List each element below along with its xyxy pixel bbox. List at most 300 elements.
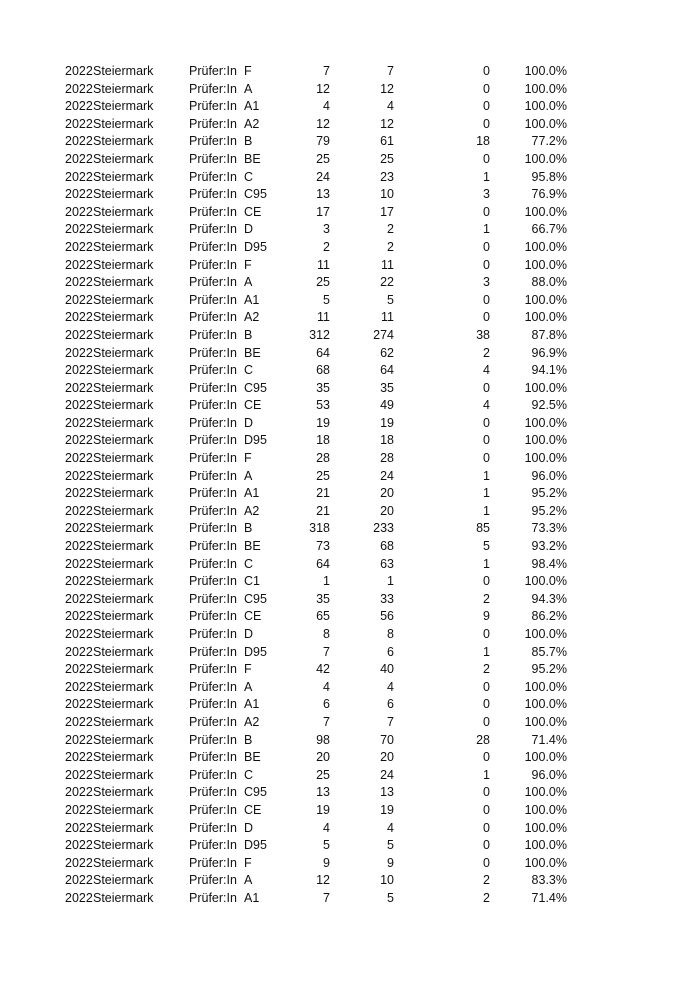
region-cell: Steiermark (93, 855, 154, 870)
license-class-cell: A1 (244, 99, 260, 114)
examiner-cell: Prüfer:In (189, 451, 237, 466)
examiner-cell: Prüfer:In (189, 767, 237, 782)
license-class-cell: B (244, 327, 253, 342)
year-cell: 2022 (65, 169, 93, 184)
table-row (0, 380, 700, 398)
examiner-cell: Prüfer:In (189, 204, 237, 219)
passed-count-cell: 35 (380, 380, 394, 395)
table-row (0, 520, 700, 538)
failed-count-cell: 2 (483, 890, 490, 905)
license-class-cell: BE (244, 539, 261, 554)
license-class-cell: BE (244, 151, 261, 166)
failed-count-cell: 0 (483, 714, 490, 729)
year-cell: 2022 (65, 767, 93, 782)
passed-count-cell: 68 (380, 539, 394, 554)
license-class-cell: D95 (244, 838, 267, 853)
pass-rate-cell: 100.0% (524, 239, 567, 254)
license-class-cell: A (244, 275, 253, 290)
pass-rate-cell: 88.0% (531, 275, 567, 290)
region-cell: Steiermark (93, 398, 154, 413)
license-class-cell: C95 (244, 591, 267, 606)
region-cell: Steiermark (93, 503, 154, 518)
license-class-cell: C (244, 767, 254, 782)
year-cell: 2022 (65, 116, 93, 131)
year-cell: 2022 (65, 451, 93, 466)
examiner-cell: Prüfer:In (189, 468, 237, 483)
pass-rate-cell: 100.0% (524, 310, 567, 325)
examiner-cell: Prüfer:In (189, 609, 237, 624)
total-count-cell: 9 (323, 855, 330, 870)
year-cell: 2022 (65, 750, 93, 765)
failed-count-cell: 0 (483, 697, 490, 712)
year-cell: 2022 (65, 521, 93, 536)
pass-rate-cell: 100.0% (524, 99, 567, 114)
table-row (0, 151, 700, 169)
passed-count-cell: 11 (381, 257, 394, 272)
region-cell: Steiermark (93, 890, 154, 905)
examiner-cell: Prüfer:In (189, 239, 237, 254)
pass-rate-cell: 100.0% (524, 750, 567, 765)
passed-count-cell: 9 (387, 855, 394, 870)
pass-rate-cell: 100.0% (524, 380, 567, 395)
examiner-cell: Prüfer:In (189, 275, 237, 290)
failed-count-cell: 1 (483, 486, 490, 501)
total-count-cell: 12 (316, 81, 330, 96)
failed-count-cell: 2 (483, 591, 490, 606)
failed-count-cell: 1 (483, 767, 490, 782)
failed-count-cell: 0 (483, 750, 490, 765)
year-cell: 2022 (65, 679, 93, 694)
region-cell: Steiermark (93, 81, 154, 96)
region-cell: Steiermark (93, 591, 154, 606)
failed-count-cell: 38 (476, 327, 490, 342)
license-class-cell: D95 (244, 644, 267, 659)
pass-rate-cell: 92.5% (531, 398, 567, 413)
year-cell: 2022 (65, 415, 93, 430)
failed-count-cell: 1 (483, 644, 490, 659)
total-count-cell: 35 (316, 380, 330, 395)
examiner-cell: Prüfer:In (189, 855, 237, 870)
examiner-cell: Prüfer:In (189, 433, 237, 448)
year-cell: 2022 (65, 257, 93, 272)
table-row (0, 485, 700, 503)
region-cell: Steiermark (93, 838, 154, 853)
table-row (0, 221, 700, 239)
examiner-cell: Prüfer:In (189, 838, 237, 853)
license-class-cell: A1 (244, 697, 260, 712)
table-row (0, 644, 700, 662)
total-count-cell: 1 (323, 574, 330, 589)
failed-count-cell: 4 (483, 398, 490, 413)
passed-count-cell: 33 (380, 591, 394, 606)
examiner-cell: Prüfer:In (189, 380, 237, 395)
table-row (0, 767, 700, 785)
failed-count-cell: 0 (483, 151, 490, 166)
year-cell: 2022 (65, 222, 93, 237)
passed-count-cell: 64 (380, 363, 394, 378)
table-row (0, 81, 700, 99)
failed-count-cell: 1 (483, 169, 490, 184)
total-count-cell: 312 (309, 327, 330, 342)
year-cell: 2022 (65, 855, 93, 870)
failed-count-cell: 0 (483, 820, 490, 835)
year-cell: 2022 (65, 292, 93, 307)
examiner-cell: Prüfer:In (189, 327, 237, 342)
failed-count-cell: 0 (483, 785, 490, 800)
examiner-cell: Prüfer:In (189, 398, 237, 413)
passed-count-cell: 70 (380, 732, 394, 747)
passed-count-cell: 24 (380, 767, 394, 782)
passed-count-cell: 56 (380, 609, 394, 624)
license-class-cell: C95 (244, 380, 267, 395)
failed-count-cell: 9 (483, 609, 490, 624)
examiner-cell: Prüfer:In (189, 627, 237, 641)
region-cell: Steiermark (93, 151, 154, 166)
year-cell: 2022 (65, 310, 93, 325)
failed-count-cell: 0 (483, 116, 490, 131)
total-count-cell: 53 (316, 398, 330, 413)
failed-count-cell: 0 (483, 204, 490, 219)
pass-rate-cell: 100.0% (524, 697, 567, 712)
table-row (0, 679, 700, 697)
region-cell: Steiermark (93, 679, 154, 694)
license-class-cell: CE (244, 802, 262, 817)
total-count-cell: 13 (316, 187, 330, 202)
failed-count-cell: 0 (483, 855, 490, 870)
year-cell: 2022 (65, 662, 93, 677)
pass-rate-cell: 85.7% (531, 644, 567, 659)
license-class-cell: F (244, 257, 252, 272)
failed-count-cell: 1 (483, 468, 490, 483)
pass-rate-cell: 100.0% (524, 785, 567, 800)
pass-rate-cell: 100.0% (524, 820, 567, 835)
total-count-cell: 28 (316, 451, 330, 466)
table-row (0, 63, 700, 81)
total-count-cell: 4 (323, 99, 330, 114)
table-row (0, 784, 700, 802)
table-row (0, 345, 700, 363)
passed-count-cell: 4 (387, 820, 394, 835)
year-cell: 2022 (65, 838, 93, 853)
pass-rate-cell: 100.0% (524, 802, 567, 817)
region-cell: Steiermark (93, 609, 154, 624)
pass-rate-cell: 100.0% (524, 64, 567, 78)
license-class-cell: D95 (244, 239, 267, 254)
examiner-cell: Prüfer:In (189, 116, 237, 131)
pass-rate-cell: 100.0% (524, 292, 567, 307)
year-cell: 2022 (65, 556, 93, 571)
passed-count-cell: 49 (380, 398, 394, 413)
passed-count-cell: 4 (387, 679, 394, 694)
failed-count-cell: 2 (483, 345, 490, 360)
pass-rate-cell: 94.1% (531, 363, 567, 378)
pass-rate-cell: 73.3% (531, 521, 567, 536)
license-class-cell: BE (244, 345, 261, 360)
pass-rate-cell: 100.0% (524, 151, 567, 166)
table-row (0, 292, 700, 310)
region-cell: Steiermark (93, 363, 154, 378)
license-class-cell: F (244, 855, 252, 870)
license-class-cell: D95 (244, 433, 267, 448)
examiner-cell: Prüfer:In (189, 310, 237, 325)
pass-rate-cell: 95.2% (531, 486, 567, 501)
pass-rate-cell: 100.0% (524, 451, 567, 466)
year-cell: 2022 (65, 820, 93, 835)
examiner-cell: Prüfer:In (189, 503, 237, 518)
pass-rate-cell: 100.0% (524, 679, 567, 694)
table-row (0, 468, 700, 486)
total-count-cell: 42 (316, 662, 330, 677)
passed-count-cell: 40 (380, 662, 394, 677)
passed-count-cell: 17 (380, 204, 394, 219)
table-row (0, 661, 700, 679)
table-row (0, 432, 700, 450)
pass-rate-cell: 100.0% (524, 627, 567, 641)
examiner-cell: Prüfer:In (189, 732, 237, 747)
total-count-cell: 35 (316, 591, 330, 606)
license-class-cell: CE (244, 609, 262, 624)
failed-count-cell: 0 (483, 292, 490, 307)
total-count-cell: 64 (316, 345, 330, 360)
passed-count-cell: 5 (387, 292, 394, 307)
region-cell: Steiermark (93, 785, 154, 800)
pass-rate-cell: 100.0% (524, 574, 567, 589)
year-cell: 2022 (65, 644, 93, 659)
license-class-cell: CE (244, 398, 262, 413)
license-class-cell: D (244, 222, 254, 237)
year-cell: 2022 (65, 99, 93, 114)
failed-count-cell: 0 (483, 81, 490, 96)
pass-rate-cell: 100.0% (524, 714, 567, 729)
license-class-cell: F (244, 662, 252, 677)
total-count-cell: 21 (316, 503, 330, 518)
region-cell: Steiermark (93, 116, 154, 131)
year-cell: 2022 (65, 503, 93, 518)
examiner-cell: Prüfer:In (189, 257, 237, 272)
pass-rate-cell: 100.0% (524, 433, 567, 448)
examiner-cell: Prüfer:In (189, 873, 237, 888)
passed-count-cell: 19 (380, 802, 394, 817)
pass-rate-cell: 93.2% (531, 539, 567, 554)
license-class-cell: A2 (244, 310, 260, 325)
pass-rate-cell: 86.2% (531, 609, 567, 624)
license-class-cell: A (244, 468, 253, 483)
passed-count-cell: 2 (387, 239, 394, 254)
total-count-cell: 7 (323, 890, 330, 905)
examiner-cell: Prüfer:In (189, 662, 237, 677)
passed-count-cell: 6 (387, 644, 394, 659)
table-row (0, 802, 700, 820)
failed-count-cell: 0 (483, 415, 490, 430)
license-class-cell: B (244, 732, 253, 747)
license-class-cell: A1 (244, 292, 260, 307)
year-cell: 2022 (65, 714, 93, 729)
examiner-cell: Prüfer:In (189, 134, 237, 149)
examiner-cell: Prüfer:In (189, 169, 237, 184)
total-count-cell: 11 (317, 257, 330, 272)
region-cell: Steiermark (93, 714, 154, 729)
license-class-cell: A2 (244, 714, 260, 729)
examiner-cell: Prüfer:In (189, 785, 237, 800)
total-count-cell: 79 (316, 134, 330, 149)
table-row (0, 608, 700, 626)
year-cell: 2022 (65, 398, 93, 413)
table-row (0, 591, 700, 609)
table-row (0, 749, 700, 767)
failed-count-cell: 0 (483, 451, 490, 466)
region-cell: Steiermark (93, 873, 154, 888)
pass-rate-cell: 96.0% (531, 767, 567, 782)
examiner-cell: Prüfer:In (189, 574, 237, 589)
total-count-cell: 318 (309, 521, 330, 536)
total-count-cell: 21 (316, 486, 330, 501)
table-row (0, 732, 700, 750)
total-count-cell: 6 (323, 697, 330, 712)
examiner-cell: Prüfer:In (189, 750, 237, 765)
license-class-cell: CE (244, 204, 262, 219)
total-count-cell: 24 (316, 169, 330, 184)
examiner-cell: Prüfer:In (189, 820, 237, 835)
year-cell: 2022 (65, 627, 93, 641)
failed-count-cell: 0 (483, 239, 490, 254)
table-row (0, 309, 700, 327)
pass-rate-cell: 98.4% (531, 556, 567, 571)
passed-count-cell: 233 (373, 521, 394, 536)
license-class-cell: D (244, 627, 254, 641)
data-table (0, 63, 700, 908)
total-count-cell: 4 (323, 679, 330, 694)
passed-count-cell: 63 (380, 556, 394, 571)
region-cell: Steiermark (93, 433, 154, 448)
license-class-cell: C (244, 556, 254, 571)
region-cell: Steiermark (93, 521, 154, 536)
examiner-cell: Prüfer:In (189, 591, 237, 606)
failed-count-cell: 0 (483, 433, 490, 448)
total-count-cell: 7 (323, 714, 330, 729)
license-class-cell: A (244, 679, 253, 694)
failed-count-cell: 2 (483, 873, 490, 888)
pass-rate-cell: 66.7% (531, 222, 567, 237)
total-count-cell: 3 (323, 222, 330, 237)
pass-rate-cell: 96.0% (531, 468, 567, 483)
year-cell: 2022 (65, 81, 93, 96)
license-class-cell: A (244, 873, 253, 888)
total-count-cell: 12 (316, 873, 330, 888)
table-row (0, 714, 700, 732)
table-row (0, 186, 700, 204)
total-count-cell: 20 (316, 750, 330, 765)
total-count-cell: 25 (316, 275, 330, 290)
region-cell: Steiermark (93, 732, 154, 747)
table-row (0, 837, 700, 855)
pass-rate-cell: 76.9% (531, 187, 567, 202)
pass-rate-cell: 100.0% (524, 415, 567, 430)
region-cell: Steiermark (93, 697, 154, 712)
total-count-cell: 12 (316, 116, 330, 131)
passed-count-cell: 12 (380, 81, 394, 96)
table-row (0, 327, 700, 345)
year-cell: 2022 (65, 697, 93, 712)
passed-count-cell: 25 (380, 151, 394, 166)
passed-count-cell: 61 (380, 134, 394, 149)
region-cell: Steiermark (93, 275, 154, 290)
examiner-cell: Prüfer:In (189, 802, 237, 817)
table-row (0, 274, 700, 292)
region-cell: Steiermark (93, 415, 154, 430)
passed-count-cell: 13 (380, 785, 394, 800)
failed-count-cell: 0 (483, 257, 490, 272)
passed-count-cell: 28 (380, 451, 394, 466)
failed-count-cell: 3 (483, 275, 490, 290)
year-cell: 2022 (65, 539, 93, 554)
examiner-cell: Prüfer:In (189, 486, 237, 501)
examiner-cell: Prüfer:In (189, 222, 237, 237)
examiner-cell: Prüfer:In (189, 714, 237, 729)
total-count-cell: 13 (316, 785, 330, 800)
failed-count-cell: 1 (483, 222, 490, 237)
total-count-cell: 17 (316, 204, 330, 219)
failed-count-cell: 3 (483, 187, 490, 202)
table-row (0, 415, 700, 433)
failed-count-cell: 1 (483, 556, 490, 571)
passed-count-cell: 8 (387, 627, 394, 641)
failed-count-cell: 28 (476, 732, 490, 747)
region-cell: Steiermark (93, 345, 154, 360)
total-count-cell: 2 (323, 239, 330, 254)
pass-rate-cell: 96.9% (531, 345, 567, 360)
year-cell: 2022 (65, 363, 93, 378)
table-row (0, 556, 700, 574)
year-cell: 2022 (65, 275, 93, 290)
year-cell: 2022 (65, 187, 93, 202)
passed-count-cell: 11 (381, 310, 394, 325)
region-cell: Steiermark (93, 169, 154, 184)
year-cell: 2022 (65, 134, 93, 149)
passed-count-cell: 274 (373, 327, 394, 342)
failed-count-cell: 0 (483, 802, 490, 817)
year-cell: 2022 (65, 468, 93, 483)
year-cell: 2022 (65, 574, 93, 589)
passed-count-cell: 23 (380, 169, 394, 184)
failed-count-cell: 0 (483, 99, 490, 114)
license-class-cell: B (244, 134, 253, 149)
region-cell: Steiermark (93, 574, 154, 589)
year-cell: 2022 (65, 204, 93, 219)
year-cell: 2022 (65, 64, 93, 78)
year-cell: 2022 (65, 785, 93, 800)
passed-count-cell: 7 (387, 64, 394, 78)
passed-count-cell: 18 (380, 433, 394, 448)
examiner-cell: Prüfer:In (189, 64, 237, 78)
failed-count-cell: 0 (483, 64, 490, 78)
year-cell: 2022 (65, 380, 93, 395)
year-cell: 2022 (65, 327, 93, 342)
passed-count-cell: 24 (380, 468, 394, 483)
passed-count-cell: 19 (380, 415, 394, 430)
examiner-cell: Prüfer:In (189, 697, 237, 712)
examiner-cell: Prüfer:In (189, 521, 237, 536)
region-cell: Steiermark (93, 767, 154, 782)
year-cell: 2022 (65, 732, 93, 747)
table-row (0, 362, 700, 380)
failed-count-cell: 0 (483, 574, 490, 589)
table-row (0, 626, 700, 644)
passed-count-cell: 5 (387, 838, 394, 853)
passed-count-cell: 6 (387, 697, 394, 712)
examiner-cell: Prüfer:In (189, 292, 237, 307)
license-class-cell: F (244, 451, 252, 466)
table-row (0, 503, 700, 521)
